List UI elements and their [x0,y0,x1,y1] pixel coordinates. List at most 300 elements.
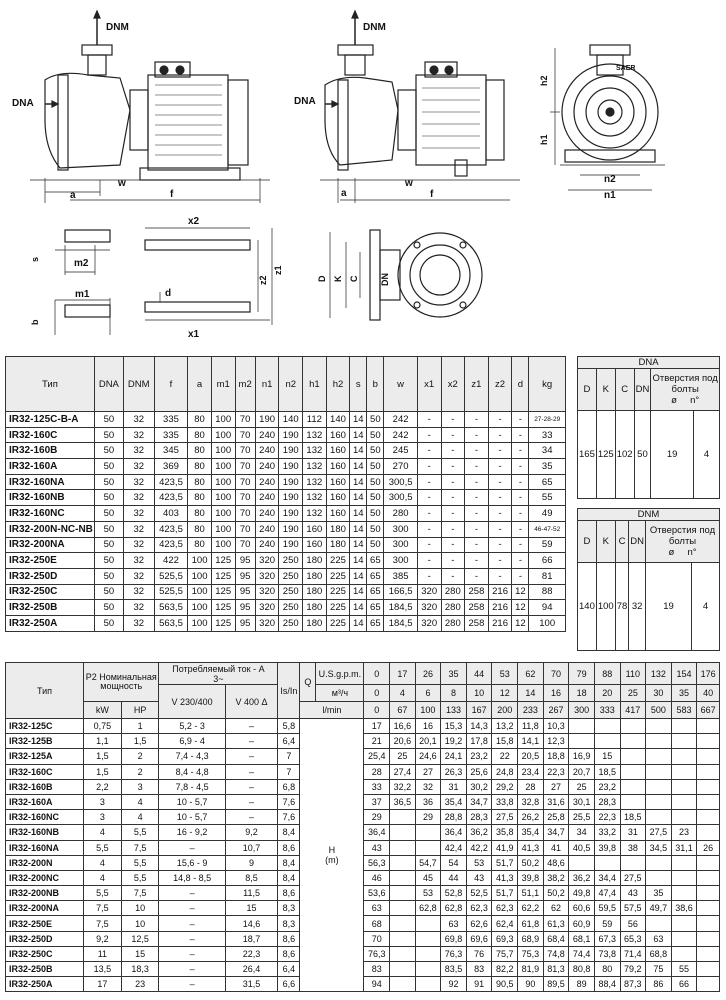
model-cell: IR32-125C-B-A [6,412,95,428]
dim-cell: 70 [235,459,255,475]
m3h-value: 16 [543,685,569,702]
dnm-flange-table [577,508,720,651]
perf-cell: 35 [646,886,672,901]
perf-cell: 33 [364,779,390,794]
model-cell: IR32-160NB [6,825,84,840]
dim-cell: - [465,553,489,569]
dim-cell: 80 [188,506,212,522]
perf-phase-label: 3~ [213,673,224,684]
perf-cell: 53,6 [364,886,390,901]
usgpm-value: 35 [441,663,467,685]
perf-cell: 67,3 [594,931,620,946]
usgpm-value: 17 [390,663,416,685]
dim-cell: 50 [94,412,123,428]
perf-cell: 1,1 [84,734,122,749]
dim-cell: - [488,553,512,569]
label-m2: m2 [74,258,89,269]
perf-cell [620,749,646,764]
dim-cell: - [441,521,465,537]
lmin-value: 133 [441,702,467,719]
dim-cell: 160 [326,427,350,443]
perf-cell: 62,8 [441,901,467,916]
perf-cell: 52,5 [466,886,492,901]
dim-cell: 32 [123,584,154,600]
dim-cell: 50 [94,506,123,522]
dim-cell: 160 [303,537,327,553]
performance-table [5,662,720,992]
dim-cell: - [512,521,529,537]
perf-cell: 25 [390,749,416,764]
perf-kw-header: kW [84,702,122,719]
perf-cell [646,764,672,779]
model-cell: IR32-250E [6,553,95,569]
dim-cell: - [512,506,529,522]
dim-cell: 50 [94,474,123,490]
dim-cell: 14 [350,443,367,459]
perf-cell: 54 [441,855,467,870]
dim-cell: 190 [279,427,303,443]
dim-cell: - [441,537,465,553]
dim-cell: 423,5 [154,521,188,537]
model-cell: IR32-250D [6,931,84,946]
dim-cell: 100 [211,490,235,506]
perf-cell: 59,5 [594,901,620,916]
dim-cell: 50 [94,459,123,475]
dim-cell: 240 [255,427,279,443]
perf-cell: 10 - 5,7 [159,810,225,825]
dim-cell: 320 [255,568,279,584]
dim-cell: 95 [235,615,255,631]
dim-cell: 81 [529,568,566,584]
perf-cell: 43 [466,870,492,885]
label-b: b [30,319,40,325]
perf-cell: 34,7 [466,794,492,809]
technical-drawings [0,0,726,352]
model-cell: IR32-200NA [6,901,84,916]
dim-header-14: x1 [417,357,441,412]
model-cell: IR32-160B [6,779,84,794]
perf-cell: 7,6 [278,810,300,825]
perf-cell: 8,5 [225,870,278,885]
dim-cell: 250 [279,584,303,600]
dim-cell: 160 [326,474,350,490]
label-x2: x2 [188,216,200,227]
dim-cell: - [417,506,441,522]
perf-cell: 43 [364,840,390,855]
dim-cell: 280 [441,600,465,616]
perf-cell: 9,2 [225,825,278,840]
perf-cell: 4 [84,825,122,840]
base-rail-detail [145,228,272,325]
dim-cell: 14 [350,568,367,584]
label-a-2: a [341,188,347,199]
perf-cell [415,931,441,946]
dim-cell: - [465,459,489,475]
dim-cell: 300 [384,521,418,537]
table-row [6,459,566,475]
perf-cell: 23 [121,977,159,992]
dna-title: DNA [578,357,720,369]
model-cell: IR32-160A [6,459,95,475]
perf-cell: 27 [415,764,441,779]
model-cell: IR32-250B [6,962,84,977]
perf-cell: 23,4 [518,764,544,779]
dim-cell: 32 [123,443,154,459]
model-cell: IR32-250A [6,615,95,631]
perf-cell [620,855,646,870]
perf-cell [697,764,720,779]
dim-cell: - [465,427,489,443]
perf-cell: – [159,931,225,946]
dim-cell: 320 [417,615,441,631]
perf-cell: 10,7 [225,840,278,855]
perf-cell [646,749,672,764]
m3h-value: 12 [492,685,518,702]
dim-cell: - [465,412,489,428]
label-dna-2: DNA [294,96,316,107]
dim-header-16: z1 [465,357,489,412]
perf-cell [415,825,441,840]
dnm-val-c: 78 [615,563,629,651]
perf-cell: 75 [646,962,672,977]
perf-cell [671,779,697,794]
dim-cell: 50 [367,506,384,522]
perf-cell: 18,3 [121,962,159,977]
dim-cell: 240 [255,443,279,459]
dnm-col-c: C [615,521,629,563]
perf-cell: 10 [121,901,159,916]
dna-holes-label: Отверстия под болты [652,373,718,395]
perf-cell: 50,2 [543,886,569,901]
perf-cell [569,719,595,734]
dnm-val-count: 4 [691,563,719,651]
dim-cell: 80 [188,474,212,490]
lmin-value: 200 [492,702,518,719]
perf-cell: 15 [121,946,159,961]
dim-cell: 403 [154,506,188,522]
perf-cell: 29 [364,810,390,825]
dim-cell: - [488,506,512,522]
perf-cell: – [225,794,278,809]
dim-cell: - [465,490,489,506]
perf-cell: 94 [364,977,390,992]
foot-detail [55,230,110,335]
perf-cell: 15 [225,901,278,916]
dim-cell: 100 [529,615,566,631]
model-cell: IR32-250A [6,977,84,992]
perf-cell: 14,6 [225,916,278,931]
dim-cell: - [441,506,465,522]
dim-cell: 14 [350,459,367,475]
perf-cell [415,977,441,992]
perf-cell: 2 [121,764,159,779]
dim-cell: 50 [94,427,123,443]
dim-cell: 65 [367,553,384,569]
label-C: C [349,275,359,282]
dim-cell: 100 [188,615,212,631]
perf-cell: 10,3 [543,719,569,734]
perf-cell: 35,4 [441,794,467,809]
dim-cell: 100 [188,600,212,616]
perf-cell: 27,5 [492,810,518,825]
model-cell: IR32-160NC [6,810,84,825]
model-cell: IR32-250E [6,916,84,931]
dim-cell: 563,5 [154,600,188,616]
dim-cell: 242 [384,412,418,428]
perf-cell: 18,5 [620,810,646,825]
lmin-value: 500 [646,702,672,719]
dnm-col-d: D [578,521,597,563]
dim-cell: 100 [188,568,212,584]
perf-cell: 11,8 [518,719,544,734]
dim-cell: - [488,443,512,459]
lmin-value: 583 [671,702,697,719]
perf-cell: 54,7 [415,855,441,870]
dim-cell: 65 [529,474,566,490]
dim-cell: - [512,459,529,475]
dim-cell: - [417,443,441,459]
perf-cell: 8,4 [278,855,300,870]
dim-cell: 100 [211,537,235,553]
dim-cell: 80 [188,412,212,428]
perf-cell: 36 [415,794,441,809]
dim-cell: 160 [303,521,327,537]
dim-cell: 32 [123,459,154,475]
perf-cell [697,779,720,794]
perf-cell: 25,8 [543,810,569,825]
perf-cell: 4 [84,855,122,870]
perf-cell: 17,8 [466,734,492,749]
dim-cell: 50 [367,521,384,537]
perf-cell: 2 [121,749,159,764]
perf-cell: 31 [620,825,646,840]
dim-cell: 140 [279,412,303,428]
label-w-1: w [118,178,126,189]
perf-cell: 3 [84,810,122,825]
perf-cell: 25 [569,779,595,794]
dim-header-4: a [188,357,212,412]
perf-cell [697,719,720,734]
dna-val-k: 125 [596,411,615,499]
perf-cell: 34,5 [646,840,672,855]
label-f-1: f [170,189,174,200]
perf-cell: 26 [697,840,720,855]
pump-front-view [550,45,665,190]
perf-cell: 7 [278,749,300,764]
dim-cell: 32 [123,521,154,537]
perf-cell: 5,5 [121,855,159,870]
dnm-col-dn: DN [629,521,646,563]
perf-cell: 42,2 [466,840,492,855]
perf-cell [390,946,416,961]
table-row [6,615,566,631]
dim-cell: 100 [188,584,212,600]
label-dna-1: DNA [12,98,34,109]
perf-cell: 62,8 [415,901,441,916]
dna-col-c: C [615,369,634,411]
dim-cell: - [465,443,489,459]
perf-cell: – [159,916,225,931]
perf-cell [594,734,620,749]
table-row [6,474,566,490]
perf-cell: 36,5 [390,794,416,809]
perf-cell: 4 [121,794,159,809]
perf-isin-header: Is/In [278,663,300,719]
perf-cell: 79,2 [620,962,646,977]
model-cell: IR32-160C [6,427,95,443]
dim-cell: - [417,553,441,569]
dim-cell: 423,5 [154,537,188,553]
perf-cell [415,916,441,931]
model-cell: IR32-200NC [6,870,84,885]
dim-cell: - [488,412,512,428]
dim-header-0: Тип [6,357,95,412]
dim-header-3: f [154,357,188,412]
dim-cell: 32 [123,615,154,631]
dim-cell: - [488,521,512,537]
table-row [6,506,566,522]
label-m1: m1 [75,289,90,300]
label-h2: h2 [539,75,549,86]
dim-cell: - [465,537,489,553]
dim-cell: 50 [367,537,384,553]
table-row [6,490,566,506]
perf-cell: 3 [84,794,122,809]
table-row [6,584,566,600]
dim-header-2: DNM [123,357,154,412]
dim-cell: 14 [350,537,367,553]
perf-cell: 15 [594,749,620,764]
perf-cell: 40,5 [569,840,595,855]
perf-current-header [159,663,278,685]
perf-cell: 29 [415,810,441,825]
perf-cell: 6,4 [278,734,300,749]
dim-header-15: x2 [441,357,465,412]
pump-side-view-2 [320,11,520,203]
perf-cell [671,794,697,809]
perf-cell: 29,2 [492,779,518,794]
dnm-col-k: K [596,521,615,563]
dim-header-8: n2 [279,357,303,412]
perf-cell [697,749,720,764]
flange-detail [330,230,482,320]
perf-cell: 61,3 [543,916,569,931]
dim-cell: 66 [529,553,566,569]
dim-cell: 50 [367,490,384,506]
dim-cell: - [488,568,512,584]
perf-cell: 10 [121,916,159,931]
dim-cell: 125 [211,615,235,631]
perf-cell: 20,1 [415,734,441,749]
perf-cell: 36,2 [569,870,595,885]
dim-cell: - [417,521,441,537]
perf-cell: 22,3 [594,810,620,825]
usgpm-value: 62 [518,663,544,685]
perf-cell: 28 [518,779,544,794]
dim-cell: 100 [188,553,212,569]
dim-cell: 423,5 [154,490,188,506]
dim-cell: 225 [326,600,350,616]
dim-cell: 100 [211,459,235,475]
dim-cell: 422 [154,553,188,569]
dim-cell: 112 [303,412,327,428]
dim-cell: 320 [255,553,279,569]
usgpm-value: 53 [492,663,518,685]
dim-cell: 320 [255,600,279,616]
dim-cell: 35 [529,459,566,475]
dim-cell: 563,5 [154,615,188,631]
dim-cell: - [417,459,441,475]
dim-cell: 132 [303,427,327,443]
perf-cell [671,886,697,901]
perf-cell: 62,4 [492,916,518,931]
perf-cell: 16,9 [569,749,595,764]
lmin-value: 667 [697,702,720,719]
perf-cell: 8,6 [278,840,300,855]
perf-cell: 8,6 [278,931,300,946]
dim-cell: 300 [384,537,418,553]
model-cell: IR32-125A [6,749,84,764]
perf-cell: 7,5 [121,840,159,855]
dim-cell: 225 [326,553,350,569]
dim-cell: - [417,568,441,584]
lmin-value: 417 [620,702,646,719]
perf-cell [671,855,697,870]
dim-cell: 32 [123,568,154,584]
perf-cell: 89 [569,977,595,992]
dim-cell: 180 [303,553,327,569]
dnm-holes-label: Отверстия под болты [649,525,716,547]
dim-cell: 55 [529,490,566,506]
perf-cell: 11,5 [225,886,278,901]
perf-cell: 7,5 [84,901,122,916]
perf-cell [697,931,720,946]
perf-cell: 0,75 [84,719,122,734]
perf-cell: 34,4 [594,870,620,885]
perf-cell: 22,3 [543,764,569,779]
perf-cell [697,886,720,901]
perf-cell [671,764,697,779]
m3h-value: 6 [415,685,441,702]
perf-cell: 44 [441,870,467,885]
dim-cell: 50 [94,615,123,631]
perf-cell: 32 [415,779,441,794]
table-row [6,427,566,443]
perf-cell: 74,8 [543,946,569,961]
perf-cell: 38 [620,840,646,855]
dim-cell: 300 [384,553,418,569]
dim-cell: 190 [279,443,303,459]
perf-cell [390,855,416,870]
m3h-value: 40 [697,685,720,702]
dim-cell: - [441,427,465,443]
usgpm-value: 110 [620,663,646,685]
dim-cell: - [441,490,465,506]
label-dnm-1: DNM [106,22,129,33]
dim-cell: 70 [235,427,255,443]
dim-cell: 50 [367,427,384,443]
perf-cell: 26,4 [225,962,278,977]
perf-cell: 68,4 [543,931,569,946]
perf-cell: 9,2 [84,931,122,946]
dim-cell: 320 [417,600,441,616]
dim-cell: 80 [188,443,212,459]
perf-cell: 70 [364,931,390,946]
dim-cell: 32 [123,553,154,569]
perf-cell: 33,2 [594,825,620,840]
perf-cell: 5,5 [121,870,159,885]
dim-cell: 125 [211,584,235,600]
